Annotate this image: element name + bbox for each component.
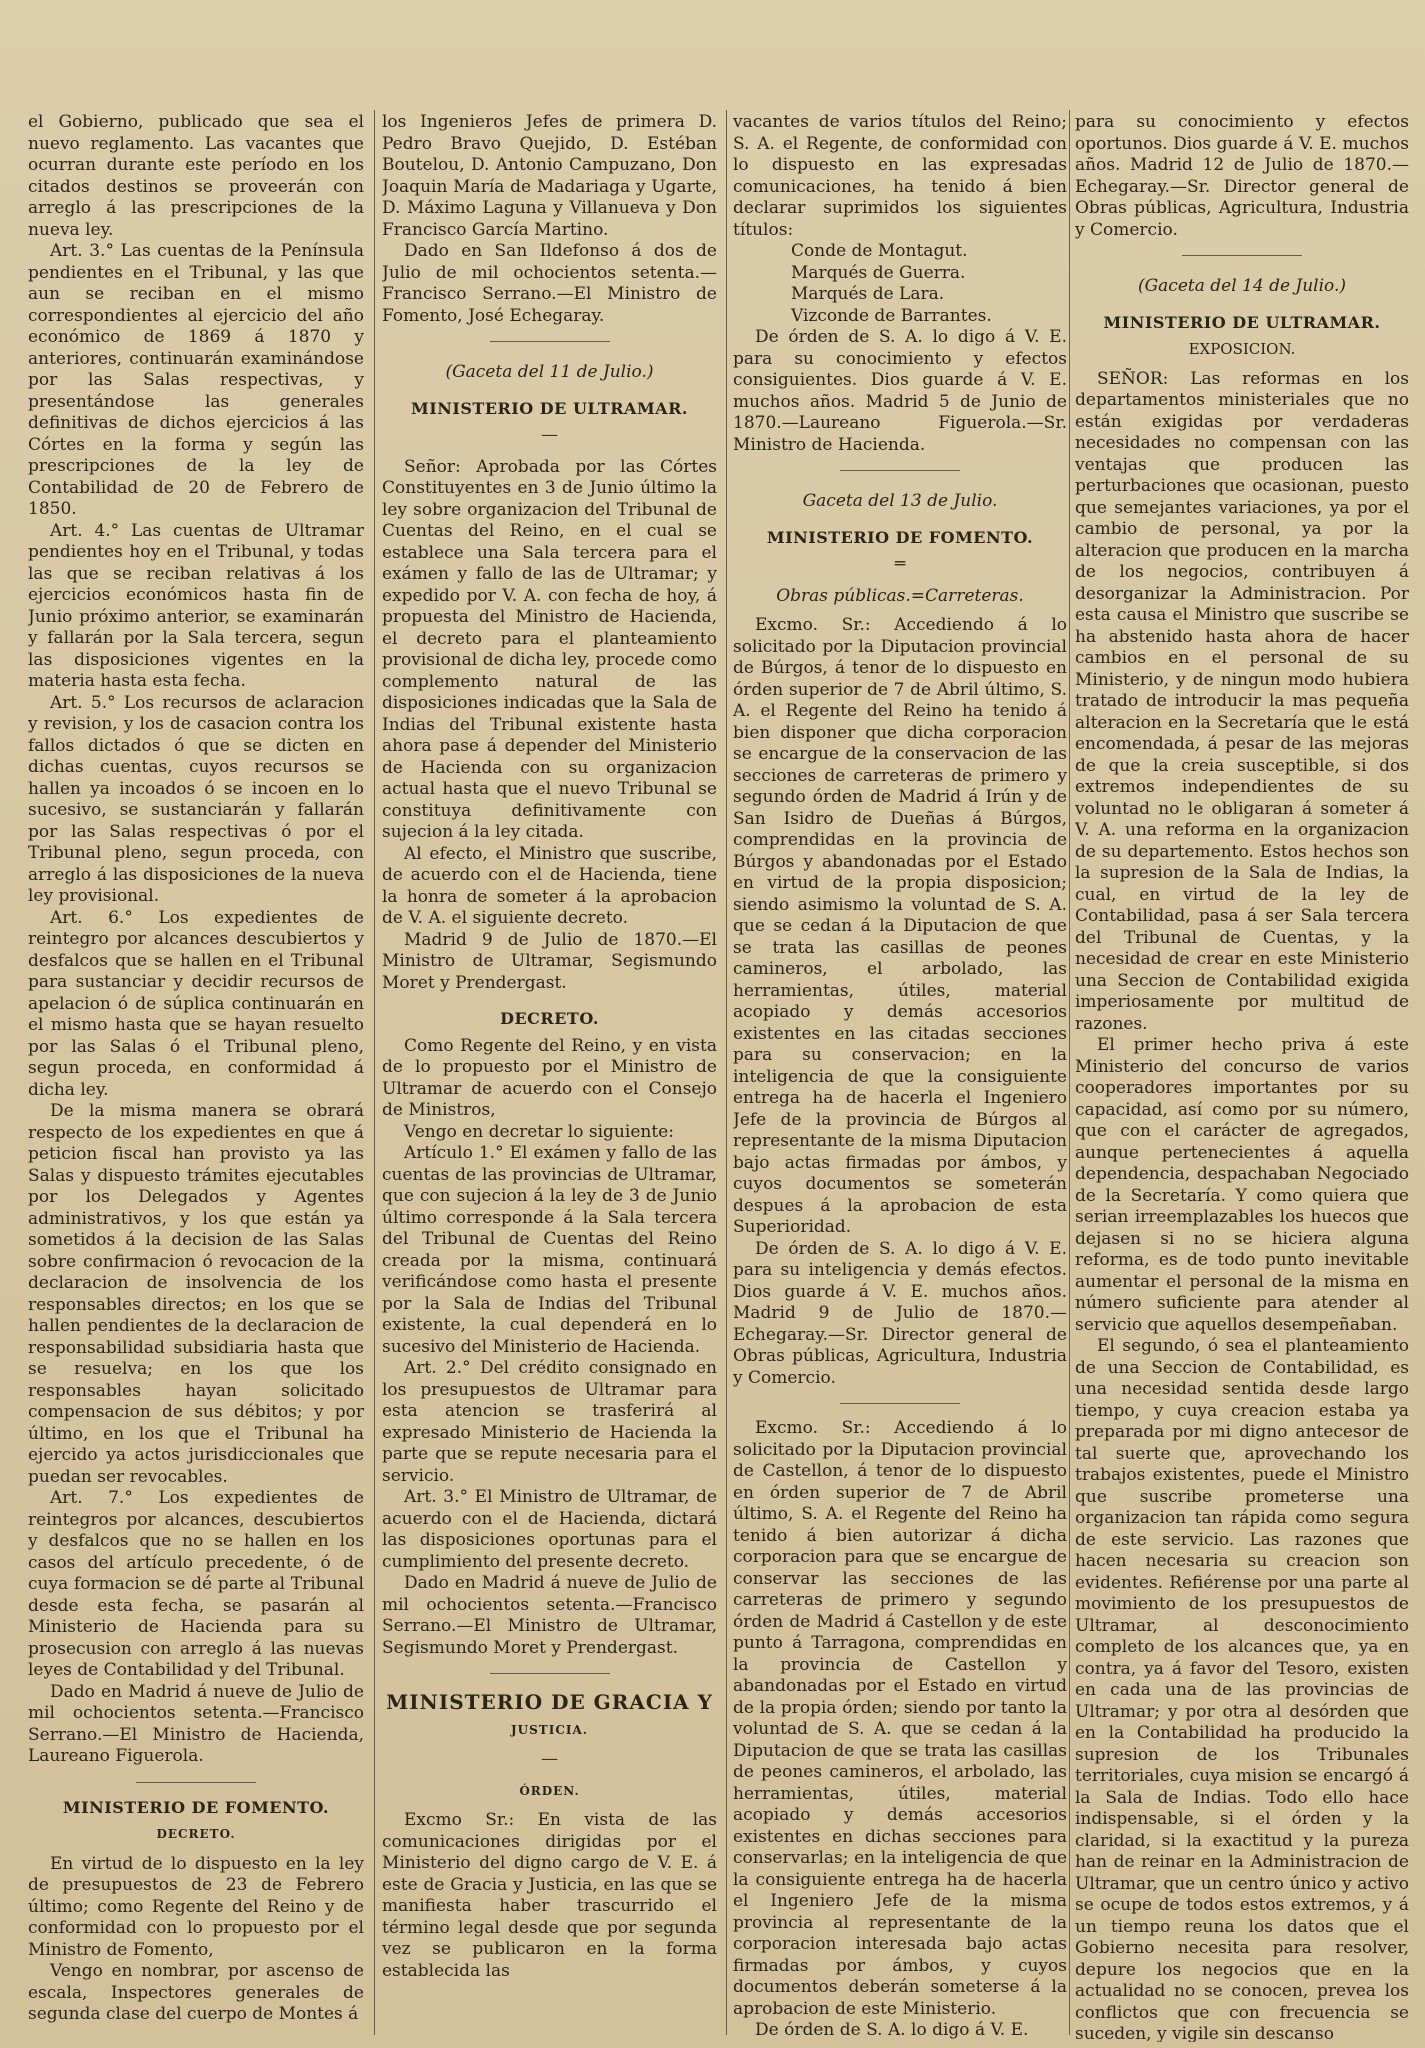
paragraph: SEÑOR: Las reformas en los departamentos ministeriales que no están exigidas por verdaderas necesidades no compensan con las ventajas que producen las perturbaciones que ocasionan, puesto que semejantes variaciones, ya por el cambio de personal, ya por la alteracion que producen en la marcha de los negocios, contribuyen á desorganizar la Administracion. Por esta causa el Ministro que suscribe se ha abstenido hasta ahora de hacer cambios en el personal de su Ministerio, y de ningun modo hubiera tratado de introducir la mas pequeña alteracion en la Secretaría que le está encomendada, á pesar de las mejoras de que la creia susceptible, si dos extremos independientes de su voluntad no le obligaran á someter á V. A. una reforma en la organizacion de su departemento. Estos hechos son la supresion de la Sala de Indias, la cual, en virtud de la ley de Contabilidad, pasa á ser Sala tercera del Tribunal de Cuentas, y la necesidad de crear en este Ministerio una Seccion de Contabilidad exigida imperiosamente por multitud de razones. [1075,368,1409,1034]
column-1 [28,112,364,2042]
ornament-dash: — [541,1749,558,1769]
section-heading-ministerio-fomento: MINISTERIO DE FOMENTO. [766,527,1034,547]
section-separator [840,470,960,471]
paragraph: Vengo en decretar lo siguiente: [404,1121,674,1142]
gaceta-date: (Gaceta del 11 de Julio.) [445,362,654,382]
paragraph: Como Regente del Reino, y en vista de lo propuesto por el Ministro de Ultramar de acuerdo con el Consejo de Ministros, [382,1035,717,1120]
article-6: Art. 6.° Los expedientes de reintegro por alcances descubiertos y desfalcos que se hallen en el Tribunal para sustanciar y decidir recursos de apelacion ó de súplica continuarán en el mismo hasta que se hayan resuelto por las Salas ó el Tribunal pleno, segun proceda, en conformidad á dicha ley. [28,907,364,1100]
column-4 [1075,112,1409,2042]
section-heading-ministerio-gracia-justicia: MINISTERIO DE GRACIA Y [386,1690,713,1714]
paragraph: En virtud de lo dispuesto en la ley de presupuestos de 23 de Febrero último; como Regente del Reino y de conformidad con lo propuesto por el Ministro de Fomento, [28,1853,364,1960]
paragraph: Excmo Sr.: En vista de las comunicaciones dirigidas por el Ministerio del digno cargo de V. E. á este de Gracia y Justicia, en las que se manifiesta haber trascurrido el término legal desde que por segunda vez se publicaron en la forma establecida las [382,1810,717,1981]
suppressed-titles-list [733,241,1067,327]
column-divider [1069,110,1070,2035]
gaceta-date: (Gaceta del 14 de Julio.) [1137,276,1347,296]
section-heading-ministerio-ultramar: MINISTERIO DE ULTRAMAR. [1103,312,1381,332]
subheading-orden: ÓRDEN. [519,1783,580,1798]
article-3: Art. 3.° Las cuentas de la Península pendientes en el Tribunal, y las que aun se reciban en el mismo correspondientes al ejercicio del año económico de 1869 á 1870 y anteriores, continuarán examinándose por las Salas respectivas, y presentándose las generales definitivas de dichos ejercicios á las Córtes en la forma y según las prescripciones de la ley de Contabilidad de 20 de Febrero de 1850. [28,241,364,519]
column-divider [726,110,727,2035]
list-item: Vizconde de Barrantes. [791,305,992,326]
list-item: Marqués de Guerra. [791,262,966,283]
article-5: Art. 5.° Los recursos de aclaracion y revision, y los de casacion contra los fallos dictados ó que se dicten en dichas cuentas, cuyos recursos se hallen ya incoados ó se incoen en lo sucesivo, se sustanciarán y fallarán por las Salas respectivas ó por el Tribunal pleno, segun proceda, con arreglo á las disposiciones de la nueva ley provisional. [28,692,364,906]
column-2 [382,112,717,2042]
article-7: Art. 7.° Los expedientes de reintegros por alcances, descubiertos y desfalcos que no se hallen en los casos del artículo precedente, ó de cuya formacion se dé parte al Tribunal desde esta fecha, se pasarán al Ministerio de Hacienda para su prosecusion con arreglo á las nuevas leyes de Contabilidad y del Tribunal. [28,1488,364,1680]
column-3 [733,112,1067,2042]
paragraph: El primer hecho priva á este Ministerio del concurso de varios cooperadores importantes por su capacidad, así como por su número, que con el carácter de agregados, aunque pertenecientes á aquella dependencia, despachaban Negociado de la Secretaría. Y como quiera que serian irreemplazables los huecos que dejasen si no se hiciera alguna reforma, es de todo punto inevitable aumentar el personal de la misma en número suficiente para atender al servicio que aquellos desempeñaban. [1075,1035,1409,1335]
section-separator [840,1403,960,1404]
paragraph: Madrid 9 de Julio de 1870.—El Ministro de Ultramar, Segismundo Moret y Prendergast. [382,929,717,993]
subheading-obras-publicas: Obras públicas.=Carreteras. [776,585,1024,606]
paragraph: vacantes de varios títulos del Reino; S. A. el Regente, de conformidad con lo dispuesto en las expresadas comunicaciones, ha tenido á bien declarar suprimidos los siguientes títulos: [733,112,1067,240]
paragraph: los Ingenieros Jefes de primera D. Pedro Bravo Quejido, D. Estéban Boutelou, D. Antonio Campuzano, Don Joaquin María de Madariaga y Ugarte, D. Máximo Laguna y Villanueva y Don Francisco García Martino. [382,112,717,240]
subheading-decreto: DECRETO. [156,1827,236,1841]
signature-paragraph: Dado en San Ildefonso á dos de Julio de mil ochocientos setenta.—Francisco Serrano.—El Ministro de Fomento, José Echegaray. [382,241,717,326]
article-3: Art. 3.° El Ministro de Ultramar, de acuerdo con el de Hacienda, dictará las disposiciones oportunas para el cumplimiento del presente decreto. [382,1487,717,1572]
article-4: Art. 4.° Las cuentas de Ultramar pendientes hoy en el Tribunal, y todas las que se reciban relativas á los ejercicios económicos hasta fin de Junio próximo anterior, se examinarán y fallarán por la Sala tercera, segun las disposiciones vigentes en la materia hasta esta fecha. [28,520,364,691]
section-heading-ministerio-ultramar: MINISTERIO DE ULTRAMAR. [411,398,688,418]
ornament-dash: ═ [894,554,906,574]
subheading-justicia: JUSTICIA. [510,1722,588,1737]
article-1: Artículo 1.° El exámen y fallo de las cuentas de las provincias de Ultramar, que con sujecion á la ley de 3 de Junio último corresponde á la Sala tercera del Tribunal de Cuentas del Reino creada por la misma, continuará verificándose como hasta el presente por la Sala de Indias del Tribunal existente, la cual dependerá en lo sucesivo del Ministerio de Hacienda. [382,1143,717,1357]
signature-paragraph: Dado en Madrid á nueve de Julio de mil ochocientos setenta.—Francisco Serrano.—El Ministro de Ultramar, Segismundo Moret y Prendergast. [382,1573,717,1658]
paragraph: Excmo. Sr.: Accediendo á lo solicitado por la Diputacion provincial de Castellon, á tenor de lo dispuesto en órden superior de 7 de Abril último, S. A. el Regente del Reino ha tenido á bien autorizar á dicha corporacion para que se encargue de conservar las secciones de las carreteras de primero y segundo órden de Madrid á Castellon y de este punto á Tarragona, comprendidas en la provincia de Castellon y abandonadas por el Estado en virtud de la propia órden; siendo por tanto la voluntad de S. A. que se cedan á la Diputacion de que se trata las casillas de peones camineros, el arbolado, las herramientas, útiles, material acopiado y demás accesorios existentes en dichas secciones para conservarlas; en la inteligencia de que la consiguiente entrega ha de hacerla el Ingeniero Jefe de la misma provincia al representante de la corporacion interesada bajo actas firmadas por ámbos, y cuyos documentos deberán someterse á la aprobacion de este Ministerio. [733,1418,1067,2019]
subheading-exposicion: EXPOSICION. [1188,340,1296,358]
article-2: Art. 2.° Del crédito consignado en los presupuestos de Ultramar para esta atencion se trasferirá al expresado Ministerio de Hacienda la parte que se repute necesaria para el servicio. [382,1358,717,1486]
paragraph: Señor: Aprobada por las Córtes Constituyentes en 3 de Junio último la ley sobre organizacion del Tribunal de Cuentas del Reino, en el cual se establece una Sala tercera para el exámen y fallo de las de Ultramar; y expedido por V. A. con fecha de hoy, á propuesta del Ministro de Hacienda, el decreto para el planteamiento provisional de dicha ley, procede como complemento natural de las disposiciones indicadas que la Sala de Indias del Tribunal existente hasta ahora pase á depender del Ministerio de Hacienda con su organizacion actual hasta que el nuevo Tribunal se constituya definitivamente con sujecion á la ley citada. [382,456,717,842]
section-separator [490,341,610,342]
list-item: Conde de Montagut. [791,241,968,261]
column-divider [374,110,375,2035]
list-item: Marqués de Lara. [791,284,945,304]
paragraph: el Gobierno, publicado que sea el nuevo reglamento. Las vacantes que ocurran durante este período en los citados destinos se proveerán con arreglo á las prescripciones de la nueva ley. [28,112,364,240]
paragraph: De órden de S. A. lo digo á V. E. para su inteligencia y demás efectos. Dios guarde á V. E. muchos años. Madrid 9 de Julio de 1870.—Echegaray.—Sr. Director general de Obras públicas, Agricultura, Industria y Comercio. [733,1238,1067,1388]
ornament-dash: — [541,425,558,445]
paragraph: para su conocimiento y efectos oportunos. Dios guarde á V. E. muchos años. Madrid 12 de Julio de 1870.—Echegaray.—Sr. Director general de Obras públicas, Agricultura, Industria y Comercio. [1075,112,1409,240]
paragraph: El segundo, ó sea el planteamiento de una Seccion de Contabilidad, es una necesidad sentida desde largo tiempo, y cuya creacion estaba ya preparada por mi digno antecesor de tal suerte que, aprovechando los trabajos existentes, puede el Ministro que suscribe prometerse una organizacion tan rápida como segura de este servicio. Las razones que hacen necesaria su creacion son evidentes. Refiérense por una parte al movimiento de los presupuestos de Ultramar, al desconocimiento completo de los alcances que, ya en contra, ya á favor del Tesoro, existen en cada una de las provincias de Ultramar; y por otra al desórden que en la Contabilidad ha producido la supresion de los Tribunales territoriales, cuya mision se encargó á la Sala de Indias. Todo ello hace indispensable, si el órden y la claridad, si la exactitud y la pureza han de reinar en la Administracion de Ultramar, que un centro único y activo se ocupe de todos estos extremos, y á un tiempo reuna los datos que el Gobierno necesita para resolver, depure los negocios que en la actualidad no se conocen, prevea los conflictos que con frecuencia se suceden, y vigile sin descanso [1075,1336,1409,2042]
gaceta-date: Gaceta del 13 de Julio. [802,491,998,511]
section-separator [136,1782,256,1783]
paragraph: Excmo. Sr.: Accediendo á lo solicitado por la Diputacion provincial de Búrgos, á tenor de lo dispuesto en órden superior de 7 de Abril último, S. A. el Regente del Reino ha tenido á bien disponer que dicha corporacion se encargue de la conservacion de las secciones de carreteras de primero y segundo órden de Madrid á Irún y de San Isidro de Dueñas á Búrgos, comprendidas en la provincia de Búrgos y abandonadas por el Estado en virtud de la propia disposicion; siendo asimismo la voluntad de S. A. que se cedan á la Diputacion de que se trata las casillas de peones camineros, el arbolado, las herramientas, útiles, material acopiado y demás accesorios existentes en las citadas secciones para su conservacion; en la inteligencia de que la consiguiente entrega ha de hacerla el Ingeniero Jefe de la provincia de Búrgos al representante de la misma Diputacion bajo actas firmadas por ámbos, y cuyos documentos se someterán despues á la aprobacion de esta Superioridad. [733,615,1067,1237]
signature-paragraph: Dado en Madrid á nueve de Julio de mil ochocientos setenta.—Francisco Serrano.—El Ministro de Hacienda, Laureano Figuerola. [28,1681,364,1766]
paragraph: Vengo en nombrar, por ascenso de escala, Inspectores generales de segunda clase del cuerpo de Montes á [28,1961,364,2024]
section-separator [1182,255,1302,256]
section-separator [490,1673,610,1674]
paragraph: De órden de S. A. lo digo á V. E. [755,2020,1029,2040]
section-heading-ministerio-fomento: MINISTERIO DE FOMENTO. [62,1797,330,1817]
paragraph: De órden de S. A. lo digo á V. E. para su conocimiento y efectos consiguientes. Dios guarde á V. E. muchos años. Madrid 5 de Junio de 1870.—Laureano Figuerola.—Sr. Ministro de Hacienda. [733,327,1067,455]
paragraph: Al efecto, el Ministro que suscribe, de acuerdo con el de Hacienda, tiene la honra de someter á la aprobacion de V. A. el siguiente decreto. [382,843,717,928]
paragraph: De la misma manera se obrará respecto de los expedientes en que á peticion fiscal han provisto ya las Salas y dispuesto trámites ejecutables por los Delegados y Agentes administrativos, y los que están ya sometidos á la decision de las Salas sobre confirmacion ó revocacion de la declaracion de insolvencia de los responsables directos; en los que se hallen pendientes de la declaracion de responsabilidad subsidiaria hasta que se resuelva; en los que los responsables hayan solicitado compensacion de sus débitos; y por último, en los que el Tribunal ha ejercido ya actos jurisdiccionales que puedan ser revocables. [28,1101,364,1487]
subheading-decreto: DECRETO. [500,1009,599,1028]
